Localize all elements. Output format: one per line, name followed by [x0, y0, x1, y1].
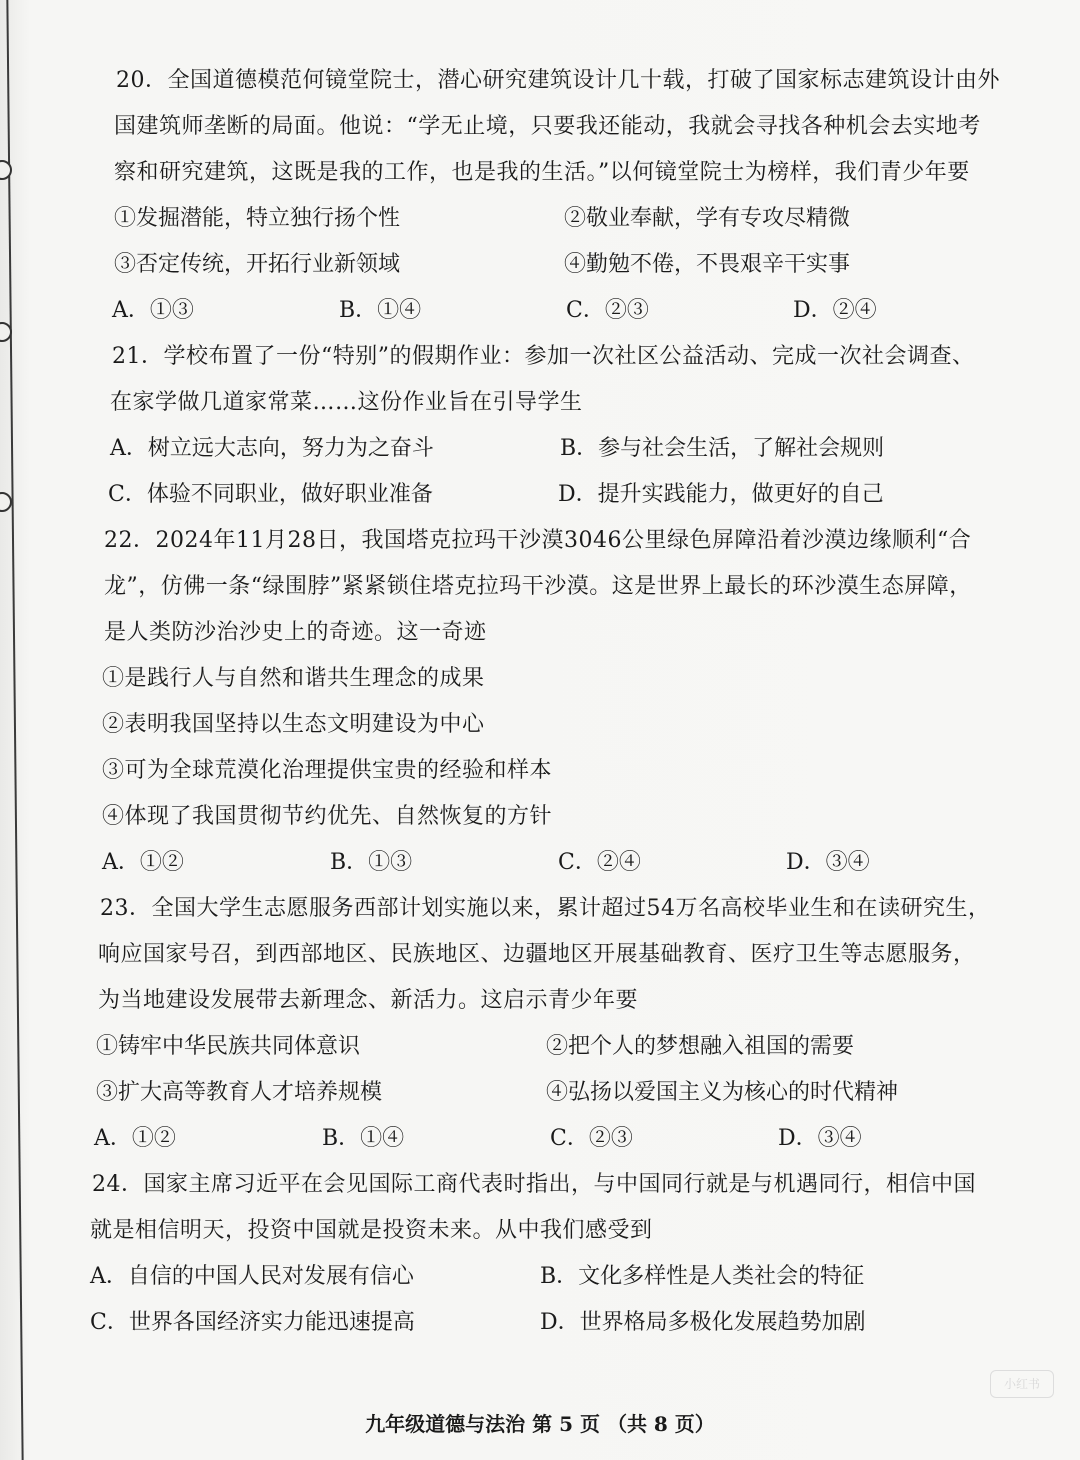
option-a[interactable]: A．自信的中国人民对发展有信心	[90, 1264, 414, 1289]
statement-item: ④体现了我国贯彻节约优先、自然恢复的方针	[102, 804, 553, 829]
option-d[interactable]: D．③④	[786, 850, 870, 875]
option-c[interactable]: C．②④	[558, 850, 641, 875]
option-b[interactable]: B．①③	[330, 850, 413, 875]
option-a[interactable]: A．①②	[94, 1126, 176, 1151]
statement-row	[90, 1070, 1020, 1116]
statement-item: ③扩大高等教育人才培养规模	[96, 1080, 383, 1105]
option-b[interactable]: B．①④	[339, 298, 422, 323]
question-text-line: 国建筑师垄断的局面。他说：“学无止境，只要我还能动，我就会寻找各种机会去实地考	[114, 114, 981, 139]
options-row	[90, 1116, 1020, 1162]
question-23	[90, 886, 1020, 1162]
question-20	[90, 58, 1020, 334]
questions-content	[90, 58, 1020, 1346]
option-a[interactable]: A．①③	[112, 298, 194, 323]
question-21	[90, 334, 1020, 518]
statement-item: ①是践行人与自然和谐共生理念的成果	[102, 666, 485, 691]
watermark-logo: 小红书	[990, 1370, 1054, 1398]
option-a[interactable]: A．树立远大志向，努力为之奋斗	[110, 436, 434, 461]
statement-row	[90, 1024, 1020, 1070]
option-c[interactable]: C．②③	[566, 298, 649, 323]
statement-item: ②表明我国坚持以生态文明建设为中心	[102, 712, 485, 737]
statement-item: ④勤勉不倦，不畏艰辛干实事	[564, 252, 851, 277]
option-b[interactable]: B．文化多样性是人类社会的特征	[540, 1264, 865, 1289]
options-row	[90, 426, 1020, 472]
option-b[interactable]: B．参与社会生活，了解社会规则	[560, 436, 885, 461]
question-text-line: 响应国家号召，到西部地区、民族地区、边疆地区开展基础教育、医疗卫生等志愿服务，	[98, 942, 976, 967]
statement-row	[90, 242, 1020, 288]
options-row	[90, 288, 1020, 334]
statement-item: ③否定传统，开拓行业新领域	[114, 252, 401, 277]
options-row	[90, 1254, 1020, 1300]
question-text-line: 23．全国大学生志愿服务西部计划实施以来，累计超过54万名高校毕业生和在读研究生，	[100, 896, 991, 921]
statement-item: ②敬业奉献，学有专攻尽精微	[564, 206, 851, 231]
question-text-line: 22．2024年11月28日，我国塔克拉玛干沙漠3046公里绿色屏障沿着沙漠边缘顺利“合	[104, 528, 972, 553]
option-d[interactable]: D．③④	[778, 1126, 862, 1151]
question-text-line: 龙”，仿佛一条“绿围脖”紧紧锁住塔克拉玛干沙漠。这是世界上最长的环沙漠生态屏障，	[104, 574, 972, 599]
question-text-line: 是人类防沙治沙史上的奇迹。这一奇迹	[104, 620, 487, 645]
option-d[interactable]: D．提升实践能力，做更好的自己	[558, 482, 884, 507]
question-text-line: 24．国家主席习近平在会见国际工商代表时指出，与中国同行就是与机遇同行，相信中国	[92, 1172, 976, 1197]
binding-line	[6, 0, 23, 1460]
statement-item: ④弘扬以爱国主义为核心的时代精神	[546, 1080, 899, 1105]
option-d[interactable]: D．②④	[793, 298, 877, 323]
statement-item: ②把个人的梦想融入祖国的需要	[546, 1034, 855, 1059]
question-text-line: 就是相信明天，投资中国就是投资未来。从中我们感受到	[90, 1218, 653, 1243]
option-d[interactable]: D．世界格局多极化发展趋势加剧	[540, 1310, 866, 1335]
statement-item: ①发掘潜能，特立独行扬个性	[114, 206, 401, 231]
options-row	[90, 1300, 1020, 1346]
option-c[interactable]: C．②③	[550, 1126, 633, 1151]
statement-item: ③可为全球荒漠化治理提供宝贵的经验和样本	[102, 758, 553, 783]
question-text-line: 20．全国道德模范何镜堂院士，潜心研究建筑设计几十载，打破了国家标志建筑设计由外	[116, 68, 1000, 93]
question-text-line: 察和研究建筑，这既是我的工作，也是我的生活。”以何镜堂院士为榜样，我们青少年要	[114, 160, 970, 185]
page-footer: 九年级道德与法治 第 5 页 （共 8 页）	[365, 1412, 715, 1436]
statement-item: ①铸牢中华民族共同体意识	[96, 1034, 361, 1059]
question-text-line: 为当地建设发展带去新理念、新活力。这启示青少年要	[98, 988, 639, 1013]
question-text-line: 在家学做几道家常菜……这份作业旨在引导学生	[110, 390, 583, 415]
option-a[interactable]: A．①②	[102, 850, 184, 875]
question-24	[90, 1162, 1020, 1346]
option-c[interactable]: C．体验不同职业，做好职业准备	[108, 482, 433, 507]
question-22	[90, 518, 1020, 886]
option-c[interactable]: C．世界各国经济实力能迅速提高	[90, 1310, 415, 1335]
binding-hole	[0, 492, 12, 512]
question-text-line: 21．学校布置了一份“特别”的假期作业：参加一次社区公益活动、完成一次社会调查、	[112, 344, 975, 369]
option-b[interactable]: B．①④	[322, 1126, 405, 1151]
options-row	[90, 472, 1020, 518]
options-row	[90, 840, 1020, 886]
statement-row	[90, 196, 1020, 242]
